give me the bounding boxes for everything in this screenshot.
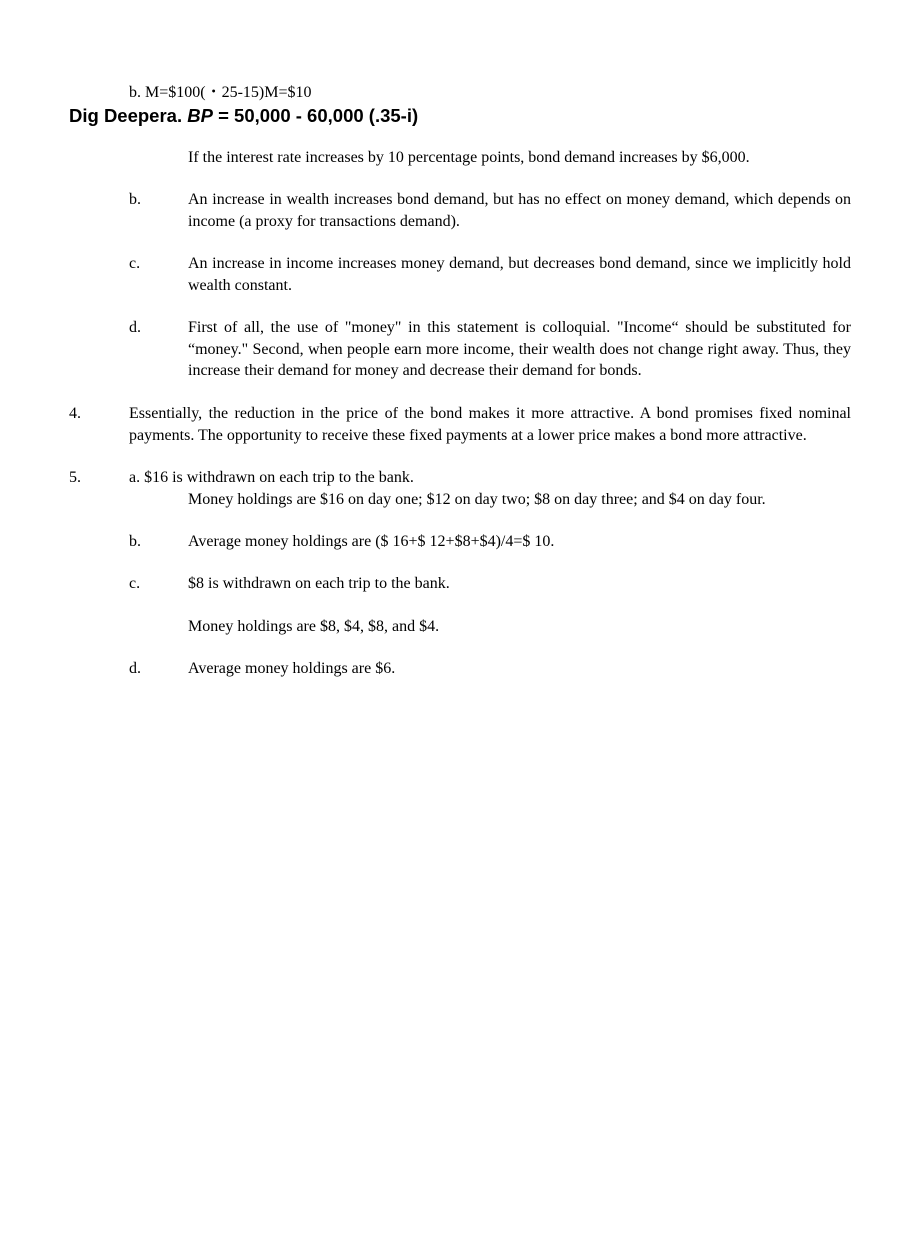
q5-c-marker: c. (129, 575, 141, 592)
q5-c-text: $8 is withdrawn on each trip to the bank. (188, 575, 450, 592)
q5-d-marker: d. (129, 660, 141, 677)
q3-c-text: An increase in income increases money demand, but decreases bond demand, since we implicitly hold wealth constant. (188, 255, 851, 294)
q3-d-marker: d. (129, 319, 141, 336)
q5-c-text-detail: Money holdings are $8, $4, $8, and $4. (188, 618, 440, 635)
q3-a-text: If the interest rate increases by 10 percentage points, bond demand increases by $6,000. (188, 149, 750, 166)
q3-b-text: An increase in wealth increases bond demand, but has no effect on money demand, which depends on income (a proxy for transactions demand). (188, 191, 851, 230)
q4-text: Essentially, the reduction in the price of the bond makes it more attractive. A bond promises fixed nominal payments. The opportunity to receive these fixed payments at a lower price makes a bond more attractive. (129, 405, 851, 444)
q3-d-text: First of all, the use of "money" in this statement is colloquial. "Income“ should be substituted for “money." Second, when people earn more income, their wealth does not change right away. Thus, they increase their demand for money and decrease their demand for bonds. (188, 319, 851, 379)
q4-marker: 4. (69, 405, 81, 422)
heading-variable: BP (187, 105, 213, 126)
heading-lead: Dig Deepera. (69, 105, 183, 126)
q5-d-text: Average money holdings are $6. (188, 660, 396, 677)
previous-answer-line: b. M=$100(・25-15)M=$10 (129, 84, 312, 101)
section-heading (69, 104, 418, 128)
q5-marker: 5. (69, 469, 81, 486)
q5-b-marker: b. (129, 533, 141, 550)
q5-b-text: Average money holdings are ($ 16+$ 12+$8+$4)/4=$ 10. (188, 533, 555, 550)
q5-a-text-detail: Money holdings are $16 on day one; $12 on day two; $8 on day three; and $4 on day four. (188, 491, 766, 508)
q3-b-marker: b. (129, 191, 141, 208)
q3-c-marker: c. (129, 255, 141, 272)
heading-equation: = 50,000 - 60,000 (.35-i) (212, 105, 419, 126)
q5-a-text: a. $16 is withdrawn on each trip to the bank. (129, 469, 414, 486)
